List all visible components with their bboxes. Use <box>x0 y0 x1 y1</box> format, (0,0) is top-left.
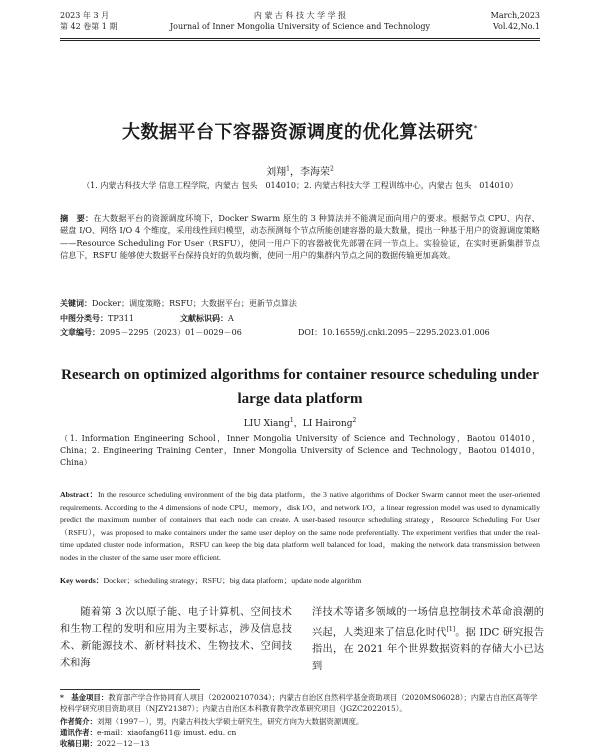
running-header <box>60 10 540 54</box>
journal-name-cn: 内 蒙 古 科 技 大 学 学 报 <box>253 11 347 20</box>
author-en-separator: ， <box>293 419 303 429</box>
affiliation-cn: （1. 内蒙古科技大学 信息工程学院，内蒙古 包头 014010；2. 内蒙古科技大学 工程训练中心，内蒙古 包头 014010） <box>82 181 518 190</box>
author-separator: ， <box>290 167 300 178</box>
footnote-corresponding <box>60 727 540 738</box>
body-right-text-2: 。据 IDC 研究报告指出，在 2021 年个世界数据资料的存储大小已达到 <box>312 627 545 673</box>
document-code-label: 文献标识码： <box>180 313 228 323</box>
author-1-aff-mark: 1 <box>286 165 290 173</box>
body-column-right <box>312 604 544 675</box>
header-rule <box>60 38 540 39</box>
keywords-en-text: Docker；scheduling strategy；RSFU；big data platform；update node algorithm <box>103 576 362 585</box>
abstract-en-text: In the resource scheduling environment of the big data platform，the 3 native algorithms of Docker Swarm cannot meet the user-oriented requirements. According to the 4 dimensions of node CPU，memory，disk I/O，and network I/O，a linear regression model was used to dynamically predict the maximum number of containers that each node can create. A user-based resource scheduling strategy，Resource Scheduling For User（RSFU），was proposed to make containers under the same user deploy on the same node preferentially. The experiment verifies that under the real-time updated cluster node information，RSFU can keep the big data platform well balanced for load，making the network data transmission between nodes in the cluster of the same user more efficient. <box>60 490 540 562</box>
paper-title-en: Research on optimized algorithms for container resource scheduling under large data platform <box>61 367 539 407</box>
doi: DOI：10.16559/j.cnki.2095－2295.2023.01.006 <box>298 328 490 337</box>
abstract-cn <box>60 212 540 262</box>
document-code <box>180 313 234 324</box>
clc-label: 中图分类号： <box>60 313 108 323</box>
abstract-cn-text: 在大数据平台的资源调度环境下，Docker Swarm 原生的 3 种算法并不能满足面向用户的要求。根据节点 CPU、内存、磁盘 I/O、网络 I/O 4 个维度，采用线性回归模型，动态预测每个节点所能创建容器的最大数量，提出一种基于用户的资源调度策略——Resource Scheduling For User（RSFU），使同一用户下的容器被优先部署在同一节点上。实验验证，在实时更新集群节点信息下，RSFU 能够使大数据平台保持良好的负载均衡，使同一用户的集群内节点之间的数据传输更加高效。 <box>60 213 540 261</box>
received-date-value: 2022－12－13 <box>96 739 150 748</box>
header-volume: 第 42 卷第 1 期 <box>60 22 118 31</box>
header-date: 2023 年 3 月 <box>60 11 110 20</box>
title-cn-text: 大数据平台下容器资源调度的优化算法研究 <box>122 122 474 143</box>
author-1-en: LIU Xiang <box>243 419 290 429</box>
header-journal <box>60 10 540 32</box>
abstract-cn-label: 摘 要： <box>60 213 94 223</box>
article-number-value: 2095－2295（2023）01－0029－06 <box>100 328 242 337</box>
footnote-funding <box>60 692 540 714</box>
keywords-cn-text: Docker；调度策略；RSFU；大数据平台；更新节点算法 <box>92 299 297 308</box>
paper-title-cn <box>60 118 540 144</box>
corresponding-label: 通讯作者： <box>60 728 97 737</box>
header-rule-thin <box>60 40 540 41</box>
abstract-en-label: Abstract： <box>60 490 98 499</box>
keywords-en-label: Key words： <box>60 576 104 585</box>
header-date-en: March,2023 <box>490 11 540 20</box>
article-number-line <box>60 327 540 338</box>
footnote-author <box>60 716 540 727</box>
article-number-label: 文章编号： <box>60 327 100 337</box>
author-2-en: LI Hairong <box>302 419 353 429</box>
clc-value: TP311 <box>108 314 134 323</box>
author-2-aff-mark: 2 <box>330 165 334 173</box>
header-volume-en: Vol.42,No.1 <box>493 22 540 31</box>
funding-text: 教育部产学合作协同育人项目（202002107034）；内蒙古自治区自然科学基金资助项目（2020MS06028）；内蒙古自治区高等学校科学研究项目资助项目（NJZY21387）；内蒙古自治区本科教育教学改革研究项目（JGZC2022015）。 <box>60 693 538 713</box>
funding-label: * 基金项目： <box>60 693 109 702</box>
affiliation-en: （1. Information Engineering School，Inner Mongolia University of Science and Technology，Baotou 014010，China；2. Engineering Training Center，Inner Mongolia University of Science and Technology，Baotou 014010，China） <box>60 434 540 467</box>
authors-en <box>60 416 540 429</box>
author-2-cn: 李海荣 <box>300 167 330 178</box>
keywords-cn <box>60 298 540 309</box>
author-2-en-aff-mark: 2 <box>352 417 357 424</box>
abstract-en <box>60 489 540 565</box>
keywords-en <box>60 575 540 586</box>
classification-line <box>60 313 540 324</box>
corresponding-email[interactable]: e-mail：xiaofang611@ imust. edu. cn <box>96 728 237 737</box>
header-issue-info-en <box>491 10 540 32</box>
title-footnote-mark: * <box>473 124 478 133</box>
journal-name-en: Journal of Inner Mongolia University of Science and Technology <box>169 22 431 31</box>
body-column-left: 随着第 3 次以原子能、电子计算机、空间技术和生物工程的发明和应用为主要标志，涉及信息技术、新能源技术、新材料技术、生物技术、空间技术和海 <box>60 607 292 669</box>
received-date-label: 收稿日期： <box>60 739 97 748</box>
body-right-text-1: 洋技术等诸多领域的一场信息控制技术革命浪潮的兴起，人类迎来了信息化时代 <box>312 607 544 639</box>
author-1-en-aff-mark: 1 <box>289 417 294 424</box>
citation-ref: [1] <box>446 626 456 633</box>
authors-cn <box>60 163 540 178</box>
footnote-received-date <box>60 738 540 749</box>
author-bio-label: 作者简介： <box>60 717 97 726</box>
author-1-cn: 刘翔 <box>266 167 287 178</box>
footnote-rule <box>60 689 200 690</box>
document-code-value: A <box>228 314 234 323</box>
keywords-cn-label: 关键词： <box>60 298 92 308</box>
author-bio-text: 刘翔（1997－），男，内蒙古科技大学硕士研究生，研究方向为大数据资源调度。 <box>96 717 364 726</box>
